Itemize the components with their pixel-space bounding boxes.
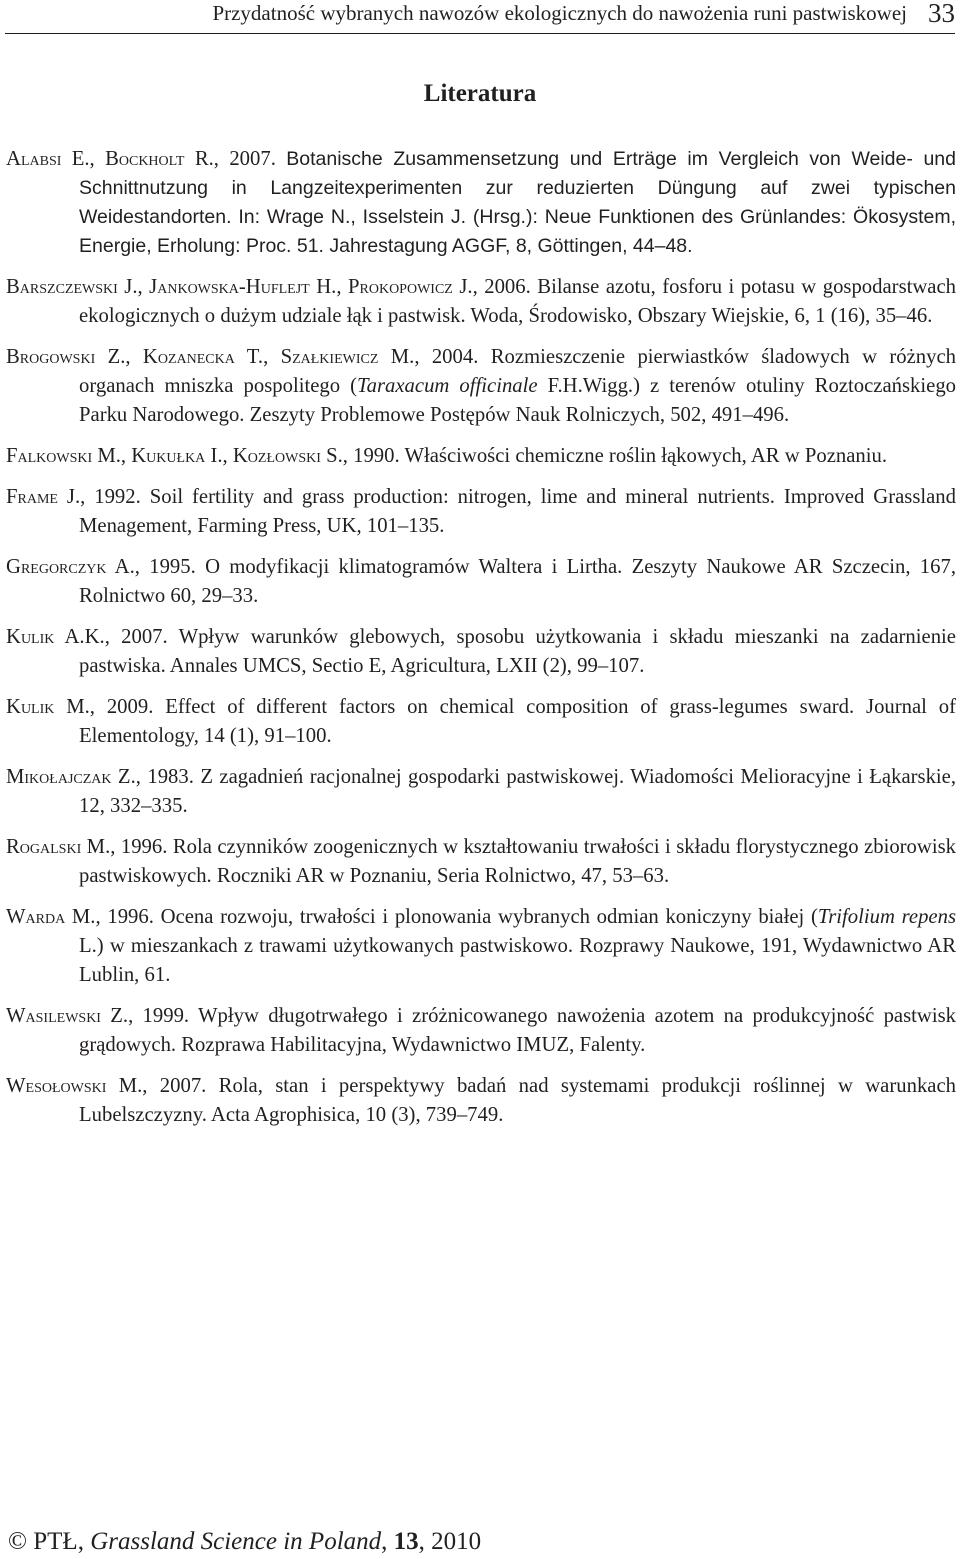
reference-text: O modyfikacji klimatogramów Waltera i Lirtha. Zeszyty Naukowe AR Szczecin, 167, Rolnictwo 60, 29–33. [79, 556, 957, 607]
reference-text: Ocena rozwoju, trwałości i plonowania wybranych odmian koniczyny białej ( [160, 906, 818, 928]
reference-year: , 1990. [342, 445, 405, 467]
reference-text: Rola czynników zoogenicznych w kształtowaniu trwałości i składu florystycznego zbiorowisk pastwiskowych. Roczniki AR w Poznaniu, Seria Rolnictwo, 47, 53–63. [79, 836, 956, 887]
reference-authors: Alabsi E., Bockholt R. [6, 148, 214, 170]
reference-text: Bilanse azotu, fosforu i potasu w gospodarstwach ekologicznych o dużym udziale łąk i pastwisk. Woda, Środowisko, Obszary Wiejskie, 6, 1 (16), 35–46. [79, 276, 957, 327]
reference-item [6, 693, 956, 751]
reference-year: , 2007. [142, 1075, 219, 1097]
footer-sep: , [381, 1528, 394, 1555]
reference-authors: Falkowski M., Kukułka I., Kozłowski S. [6, 445, 343, 467]
reference-authors: Mikołajczak Z. [6, 766, 136, 788]
reference-item [6, 763, 956, 821]
footer-volume: 13 [393, 1528, 419, 1555]
reference-item [6, 483, 956, 541]
footer-copyright: © PTŁ, [8, 1528, 91, 1555]
reference-text: Właściwości chemiczne roślin łąkowych, AR w Poznaniu. [404, 445, 888, 467]
running-title: Przydatność wybranych nawozów ekologicznych do nawożenia runi pastwiskowej [212, 1, 907, 25]
reference-authors: Kulik A.K. [6, 626, 105, 648]
reference-year: , 2006. [472, 276, 538, 298]
running-header [5, 0, 955, 34]
reference-item [6, 903, 956, 990]
reference-year: , 2004. [414, 346, 491, 368]
page-number: 33 [928, 0, 955, 28]
reference-text: Rozmieszczenie pierwiastków śladowych w różnych organach mniszka pospolitego ( [79, 346, 956, 397]
page-footer [8, 1528, 481, 1556]
reference-text: Wpływ warunków glebowych, sposobu użytkowania i składu mieszanki na zadarnienie pastwiska. Annales UMCS, Sectio E, Agricultura, LXII (2), 99–107. [79, 626, 956, 677]
reference-year: , 2007. [213, 148, 287, 170]
species-name: Trifolium repens [817, 906, 957, 928]
reference-text-cont: F.H.Wigg.) z terenów otuliny Roztoczańskiego Parku Narodowego. Zeszyty Problemowe Postępów Nauk Rolniczych, 502, 491–496. [79, 375, 957, 426]
reference-text: Soil fertility and grass production: nitrogen, lime and mineral nutrients. Improved Grassland Menagement, Farming Press, UK, 101–135. [79, 486, 956, 537]
reference-item [6, 343, 956, 430]
reference-authors: Wesołowski M. [6, 1075, 143, 1097]
reference-item [6, 833, 956, 891]
reference-authors: Rogalski M. [6, 836, 111, 858]
reference-item [6, 145, 956, 261]
reference-year: , 1996. [95, 906, 161, 928]
reference-year: , 1999. [128, 1005, 199, 1027]
reference-authors: Gregorczyk A. [6, 556, 135, 578]
reference-authors: Wasilewski Z. [6, 1005, 129, 1027]
reference-text-cont: L.) w mieszankach z trawami użytkowanych pastwiskowo. Rozprawy Naukowe, 191, Wydawnictwo AR Lublin, 61. [79, 935, 956, 986]
reference-text: Botanische Zusammensetzung und Erträge im Vergleich von Weide- und Schnittnutzung in Langzeitexperimenten zur reduzierten Düngung auf zwei typischen Weidestandorten. In: Wrage N., Isselstein J. (Hrsg.): Neue Funktionen des Grünlandes: Ökosystem, Energie, Erholung: Proc. 51. Jahrestagung AGGF, 8, Göttingen, 44–48. [79, 148, 956, 257]
reference-year: , 1983. [135, 766, 201, 788]
footer-journal: Grassland Science in Poland [90, 1528, 382, 1555]
reference-item [6, 1072, 956, 1130]
reference-year: , 2007. [104, 626, 179, 648]
footer-year: , 2010 [418, 1528, 482, 1555]
reference-authors: Frame J. [6, 486, 81, 508]
reference-list [6, 145, 956, 1142]
reference-year: , 2009. [89, 696, 166, 718]
reference-authors: Brogowski Z., Kozanecka T., Szałkiewicz M. [6, 346, 415, 368]
reference-item [6, 442, 956, 471]
reference-text: Z zagadnień racjonalnej gospodarki pastwiskowej. Wiadomości Melioracyjne i Łąkarskie, 12, 332–335. [79, 766, 957, 817]
reference-year: , 1995. [134, 556, 206, 578]
reference-authors: Barszczewski J., Jankowska-Huflejt H., Prokopowicz J. [6, 276, 473, 298]
section-title: Literatura [423, 80, 537, 107]
reference-text: Rola, stan i perspektywy badań nad systemami produkcji roślinnej w warunkach Lubelszczyzny. Acta Agrophisica, 10 (3), 739–749. [79, 1075, 956, 1126]
reference-authors: Kulik M. [6, 696, 90, 718]
reference-authors: Warda M. [6, 906, 96, 928]
reference-item [6, 1002, 956, 1060]
reference-text: Wpływ długotrwałego i zróżnicowanego nawożenia azotem na produkcyjność pastwisk grądowych. Rozprawa Habilitacyjna, Wydawnictwo IMUZ, Falenty. [79, 1005, 956, 1056]
reference-year: , 1996. [110, 836, 173, 858]
reference-item [6, 273, 956, 331]
reference-item [6, 553, 956, 611]
reference-item [6, 623, 956, 681]
reference-text: Effect of different factors on chemical composition of grass-legumes sward. Journal of Elementology, 14 (1), 91–100. [79, 696, 956, 747]
reference-year: , 1992. [80, 486, 150, 508]
species-name: Taraxacum officinale [357, 375, 538, 397]
